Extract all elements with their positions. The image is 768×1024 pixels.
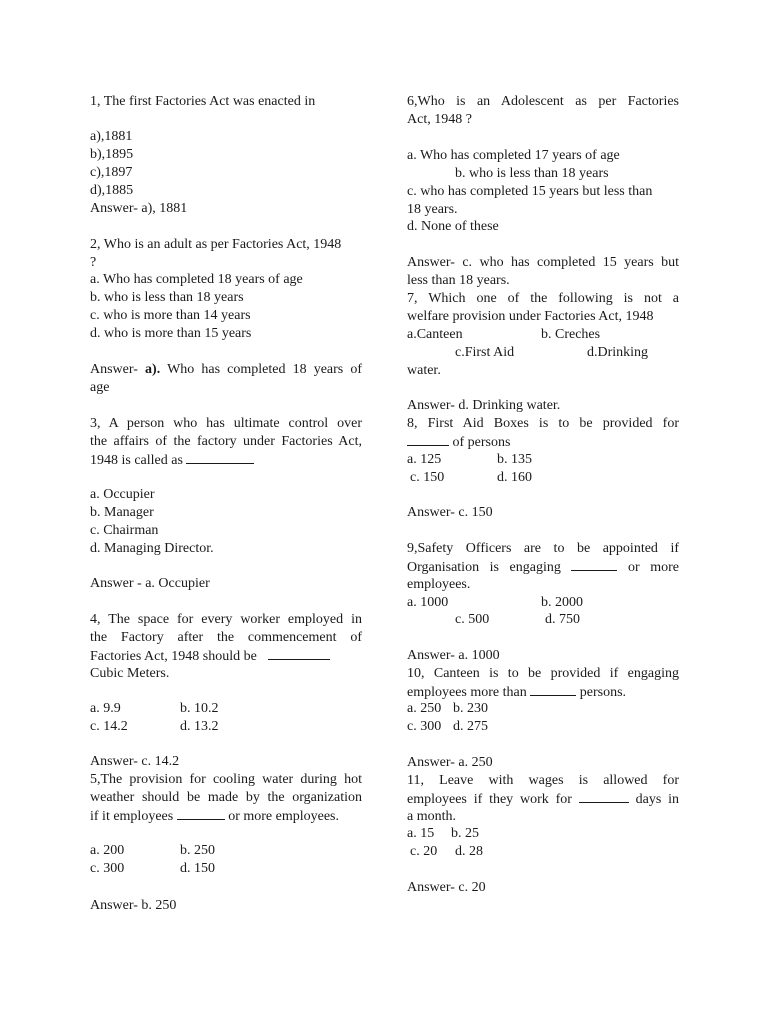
q1-answer: Answer- a), 1881: [90, 201, 188, 216]
q4-options-row1: [90, 700, 362, 718]
q8-options-row2: [407, 469, 679, 487]
q4-option-c: c. 14.2: [90, 719, 128, 734]
q3-question-line1: 3, A person who has ultimate control over: [90, 416, 362, 431]
q4-options-row2: [90, 718, 362, 736]
q11-answer: Answer- c. 20: [407, 880, 486, 895]
q4-question-line2: the Factory after the commencement of: [90, 630, 362, 645]
q3-answer: Answer - a. Occupier: [90, 576, 210, 591]
q10-options-row2: [407, 718, 679, 736]
q4-question-text: Factories Act, 1948 should be: [90, 649, 257, 664]
q4-answer: Answer- c. 14.2: [90, 754, 180, 769]
q6-option-d: d. None of these: [407, 219, 499, 234]
q11-question-line2: [407, 790, 679, 809]
q2-option-d: d. who is more than 15 years: [90, 326, 252, 341]
q10-option-a: a. 250: [407, 701, 442, 716]
q10-option-b: b. 230: [453, 701, 488, 716]
q6-option-b: b. who is less than 18 years: [455, 166, 609, 181]
q5-option-b: b. 250: [180, 843, 215, 858]
q9-option-a: a. 1000: [407, 595, 449, 610]
q9-question-line1: 9,Safety Officers are to be appointed if: [407, 541, 679, 556]
q2-option-c: c. who is more than 14 years: [90, 308, 251, 323]
q9-answer: Answer- a. 1000: [407, 648, 500, 663]
q6-question-line1: 6,Who is an Adolescent as per Factories: [407, 94, 679, 109]
q3-option-b: b. Manager: [90, 505, 154, 520]
q4-blank: [268, 647, 330, 660]
q3-option-d: d. Managing Director.: [90, 541, 214, 556]
q3-option-a: a. Occupier: [90, 487, 155, 502]
q10-answer: Answer- a. 250: [407, 755, 493, 770]
q6-question-line2: Act, 1948 ?: [407, 112, 472, 127]
q2-answer-letter: a).: [145, 362, 161, 377]
q7-options-row1: [407, 326, 679, 344]
q11-options-row2: [407, 843, 679, 861]
q6-answer-line2: less than 18 years.: [407, 273, 510, 288]
q2-option-b: b. who is less than 18 years: [90, 290, 244, 305]
q9-blank: [571, 558, 617, 571]
q2-question-line1: 2, Who is an adult as per Factories Act, 1948: [90, 237, 342, 252]
q2-answer-prefix: Answer-: [90, 362, 138, 377]
q5-question-text-a: if it employees: [90, 809, 174, 824]
q11-question-line1: 11, Leave with wages is allowed for: [407, 773, 679, 788]
q5-answer: Answer- b. 250: [90, 898, 177, 913]
q11-option-a: a. 15: [407, 826, 435, 841]
q4-question-line4: Cubic Meters.: [90, 666, 170, 681]
q5-question-line2: weather should be made by the organization: [90, 790, 362, 805]
q9-options-row2: [407, 611, 679, 629]
q3-blank: [186, 451, 254, 464]
q1-option-a: a),1881: [90, 129, 133, 144]
q7-option-d: d.Drinking: [587, 345, 649, 360]
q10-question-line1: 10, Canteen is to be provided if engaging: [407, 666, 679, 681]
q4-question-line3: [90, 647, 362, 666]
q10-question-text-a: employees more than: [407, 685, 527, 700]
q7-question-line1: 7, Which one of the following is not a: [407, 291, 679, 306]
q11-option-b: b. 25: [451, 826, 479, 841]
q8-blank: [407, 433, 449, 446]
q5-question-line1: 5,The provision for cooling water during hot: [90, 772, 362, 787]
q3-question-line2: the affairs of the factory under Factories Act,: [90, 434, 362, 449]
q1-question: 1, The first Factories Act was enacted in: [90, 94, 316, 109]
q11-options-row1: [407, 825, 679, 843]
q11-question-line3: a month.: [407, 809, 456, 824]
q11-blank: [579, 790, 629, 803]
q7-option-d-line2: water.: [407, 363, 441, 378]
q7-question-line2: welfare provision under Factories Act, 1948: [407, 309, 654, 324]
q8-option-c: c. 150: [410, 470, 445, 485]
q2-option-a: a. Who has completed 18 years of age: [90, 272, 303, 287]
q10-blank: [530, 683, 576, 696]
q5-option-c: c. 300: [90, 861, 125, 876]
q5-question-text-b: or more employees.: [228, 809, 339, 824]
q8-question-line1: 8, First Aid Boxes is to be provided for: [407, 416, 679, 431]
q5-option-d: d. 150: [180, 861, 215, 876]
q7-answer: Answer- d. Drinking water.: [407, 398, 561, 413]
q2-answer-text: Who has completed 18 years of: [167, 362, 363, 377]
q6-answer-line1: Answer- c. who has completed 15 years but: [407, 255, 679, 270]
q6-option-c-line2: 18 years.: [407, 202, 458, 217]
q9-question-line2: [407, 558, 679, 577]
q8-question-line2: [407, 433, 679, 452]
q3-question-line3: [90, 451, 362, 470]
q2-answer-line1: [90, 361, 362, 379]
q4-option-d: d. 13.2: [180, 719, 219, 734]
q10-question-text-b: persons.: [579, 685, 627, 700]
q7-option-c: c.First Aid: [455, 345, 515, 360]
q5-option-a: a. 200: [90, 843, 125, 858]
q7-option-b: b. Creches: [541, 327, 601, 342]
q4-option-b: b. 10.2: [180, 701, 219, 716]
q2-answer-line2: age: [90, 380, 110, 395]
q8-option-b: b. 135: [497, 452, 532, 467]
q10-option-d: d. 275: [453, 719, 488, 734]
q11-option-d: d. 28: [455, 844, 483, 859]
q7-options-row2: [407, 344, 679, 362]
q11-option-c: c. 20: [410, 844, 438, 859]
q5-options-row2: [90, 860, 362, 878]
q11-question-text-a: employees if they work for: [407, 792, 572, 807]
q6-option-c: c. who has completed 15 years but less than: [407, 184, 653, 199]
q9-option-c: c. 500: [455, 612, 490, 627]
q3-option-c: c. Chairman: [90, 523, 159, 538]
q10-options-row1: [407, 700, 679, 718]
q2-question-line2: ?: [90, 255, 97, 270]
q1-option-d: d),1885: [90, 183, 134, 198]
q4-option-a: a. 9.9: [90, 701, 121, 716]
q5-question-line3: [90, 807, 362, 826]
q9-question-line3: employees.: [407, 577, 471, 592]
q9-question-text-a: Organisation is engaging: [407, 560, 561, 575]
q5-options-row1: [90, 842, 362, 860]
q3-question-text: 1948 is called as: [90, 453, 183, 468]
q6-option-a: a. Who has completed 17 years of age: [407, 148, 620, 163]
q1-option-c: c),1897: [90, 165, 133, 180]
q11-question-text-b: days in: [635, 792, 680, 807]
q7-option-a: a.Canteen: [407, 327, 463, 342]
q8-option-a: a. 125: [407, 452, 442, 467]
q8-options-row1: [407, 451, 679, 469]
q1-option-b: b),1895: [90, 147, 134, 162]
q8-question-text: of persons: [452, 435, 511, 450]
q9-option-b: b. 2000: [541, 595, 583, 610]
q4-question-line1: 4, The space for every worker employed in: [90, 612, 362, 627]
q5-blank: [177, 807, 225, 820]
q10-option-c: c. 300: [407, 719, 442, 734]
q9-question-text-b: or more: [628, 560, 680, 575]
q8-option-d: d. 160: [497, 470, 532, 485]
q9-option-d: d. 750: [545, 612, 580, 627]
q8-answer: Answer- c. 150: [407, 505, 493, 520]
q9-options-row1: [407, 594, 679, 612]
